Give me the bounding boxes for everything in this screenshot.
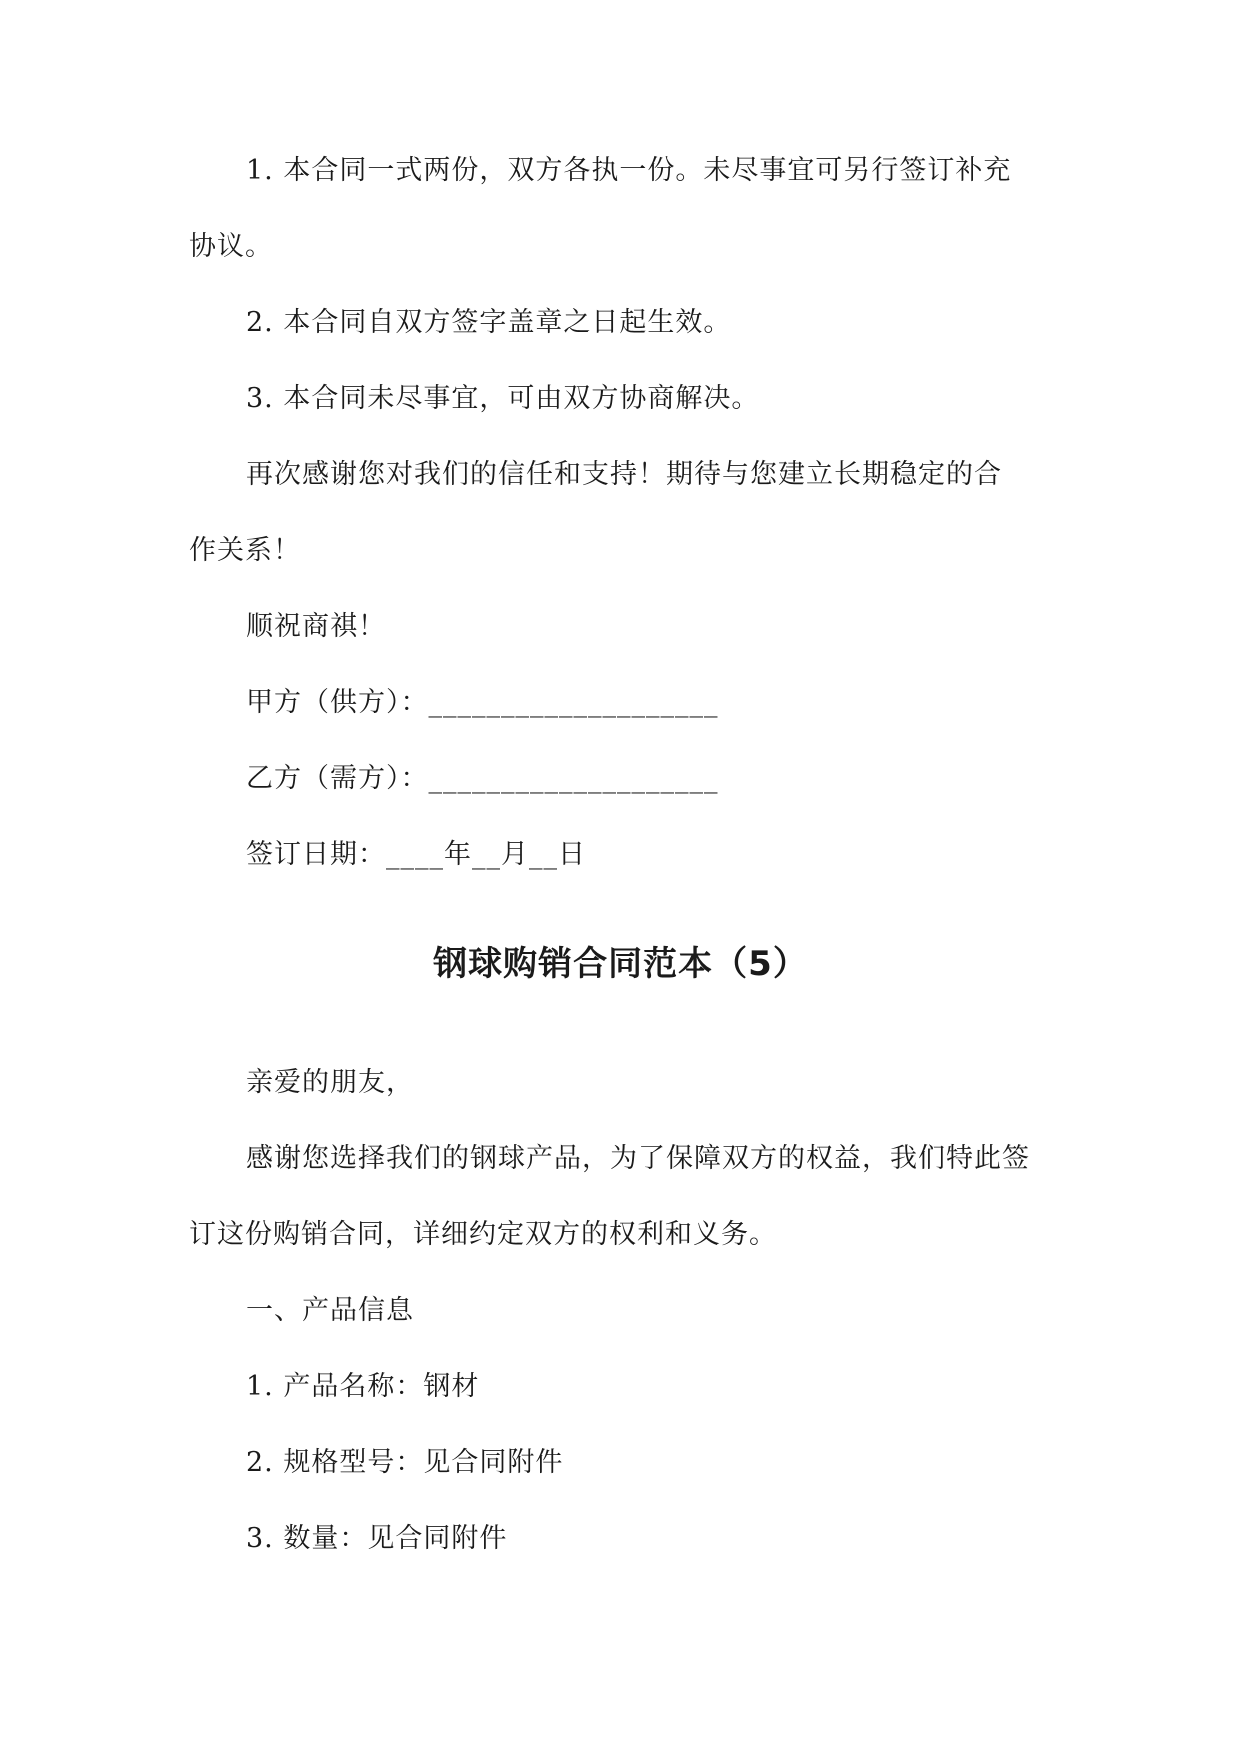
clause-3: 3. 本合同未尽事宜，可由双方协商解决。 <box>246 383 760 414</box>
intro-line-1: 感谢您选择我们的钢球产品，为了保障双方的权益，我们特此签 <box>246 1143 1030 1174</box>
clause-2: 2. 本合同自双方签字盖章之日起生效。 <box>246 307 732 338</box>
greeting: 亲爱的朋友， <box>246 1067 414 1098</box>
product-name-item: 1. 产品名称：钢材 <box>246 1371 480 1402</box>
intro-line-2: 订这份购销合同，详细约定双方的权利和义务。 <box>189 1219 777 1250</box>
signing-date-line: 签订日期：____年__月__日 <box>246 839 586 870</box>
thanks-line-2: 作关系！ <box>189 535 301 566</box>
quantity-item: 3. 数量：见合同附件 <box>246 1523 508 1554</box>
clause-1-line-2: 协议。 <box>189 231 273 262</box>
spec-item: 2. 规格型号：见合同附件 <box>246 1447 564 1478</box>
thanks-line-1: 再次感谢您对我们的信任和支持！期待与您建立长期稳定的合 <box>246 459 1002 490</box>
party-b-signature-line: 乙方（需方）：____________________ <box>246 763 719 794</box>
closing-salutation: 顺祝商祺！ <box>246 611 386 642</box>
contract-title: 钢球购销合同范本（5） <box>433 944 808 984</box>
clause-1-line-1: 1. 本合同一式两份，双方各执一份。未尽事宜可另行签订补充 <box>246 155 1012 186</box>
section-heading-product-info: 一、产品信息 <box>246 1295 414 1326</box>
party-a-signature-line: 甲方（供方）：____________________ <box>246 687 719 718</box>
